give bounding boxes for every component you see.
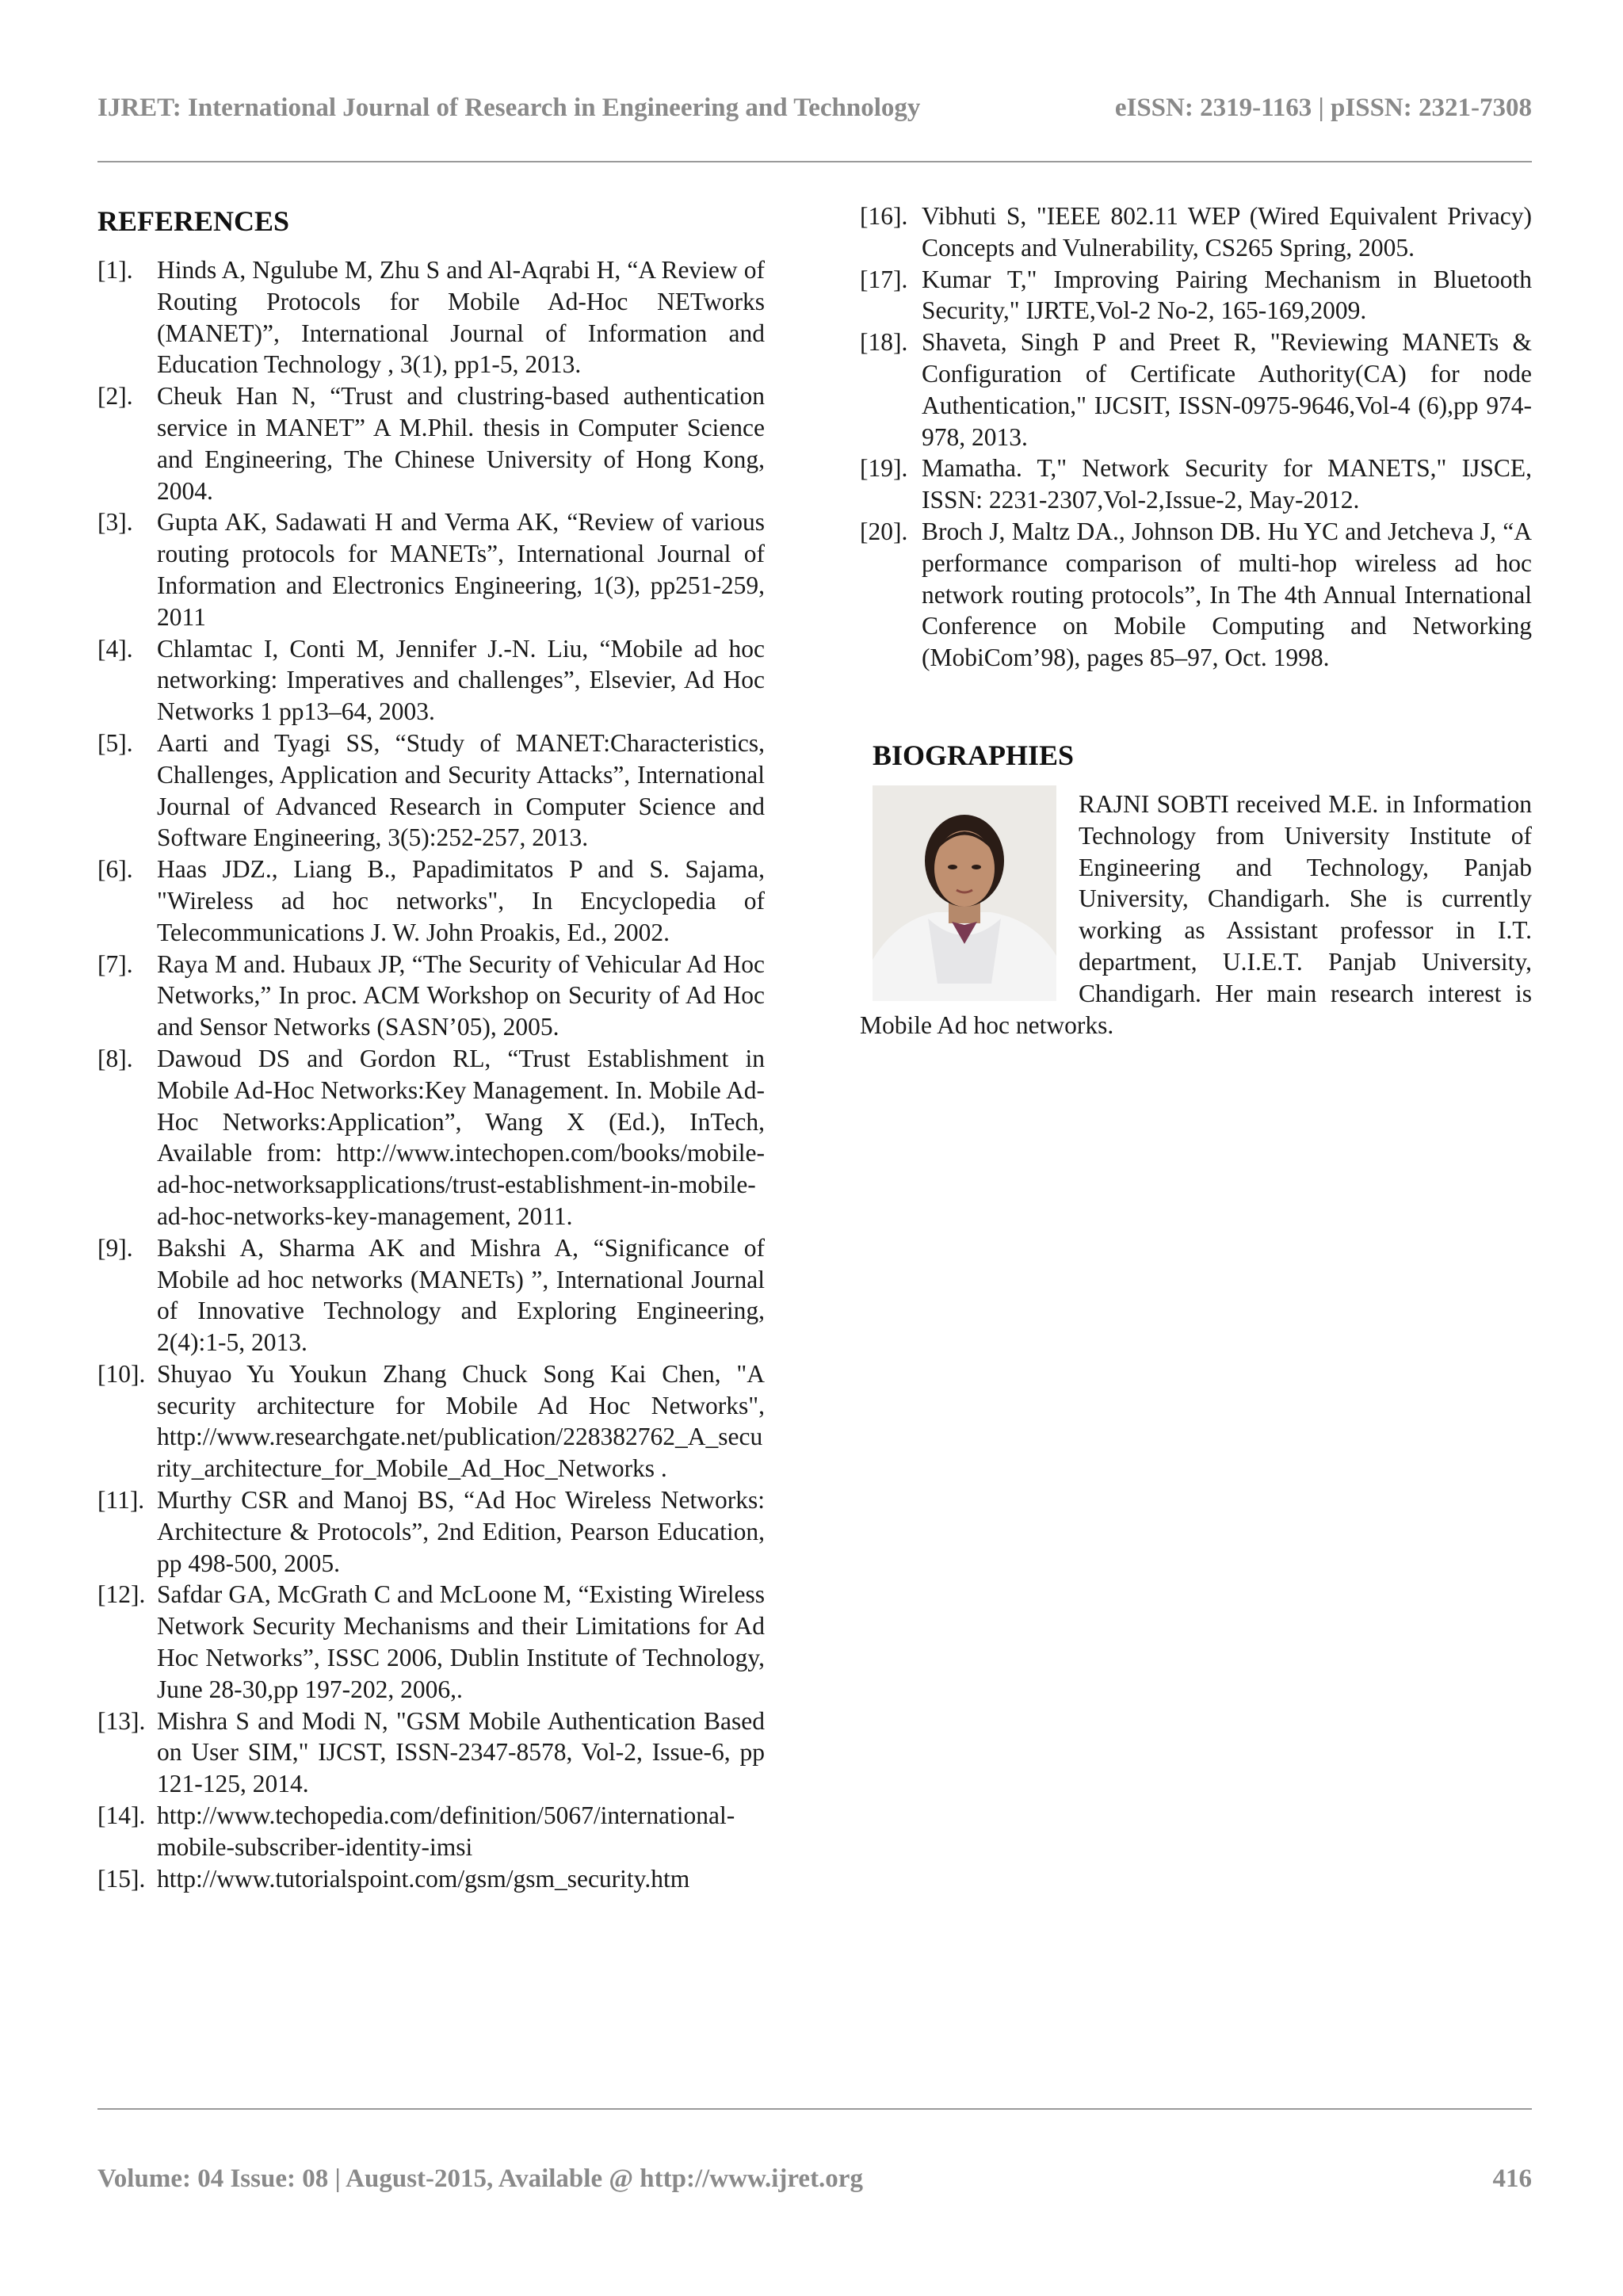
- reference-item: [860, 327, 1532, 453]
- reference-item: [860, 453, 1532, 516]
- reference-item: [97, 380, 765, 506]
- reference-text: Gupta AK, Sadawati H and Verma AK, “Review of various routing protocols for MANETs”, International Journal of Information and Electronics Engineering, 1(3), pp251-259, 2011: [157, 508, 765, 631]
- reference-text: http://www.techopedia.com/definition/5067/international-mobile-subscriber-identity-imsi: [157, 1801, 735, 1861]
- reference-number: [3].: [97, 508, 133, 537]
- reference-number: [11].: [97, 1486, 145, 1515]
- reference-number: [7].: [97, 949, 133, 978]
- reference-number: [4].: [97, 634, 133, 663]
- reference-text: Kumar T," Improving Pairing Mechanism in Bluetooth Security," IJRTE,Vol-2 No-2, 165-169,2009.: [922, 265, 1532, 325]
- reference-number: [20].: [860, 517, 908, 545]
- reference-item: [97, 1800, 765, 1863]
- header-rule: [97, 161, 1532, 162]
- reference-text: http://www.tutorialspoint.com/gsm/gsm_security.htm: [157, 1864, 690, 1893]
- issn-line: eISSN: 2319-1163 | pISSN: 2321-7308: [1114, 94, 1532, 122]
- reference-number: [10].: [97, 1359, 146, 1388]
- reference-number: [14].: [97, 1801, 146, 1830]
- footer-rule: [97, 2108, 1532, 2110]
- references-left-column: [97, 254, 765, 1894]
- reference-item: [97, 728, 765, 854]
- reference-number: [13].: [97, 1706, 146, 1735]
- reference-text: Murthy CSR and Manoj BS, “Ad Hoc Wireless Networks: Architecture & Protocols”, 2nd Edition, Pearson Education, pp 498-500, 2005.: [157, 1486, 765, 1577]
- reference-text: Vibhuti S, "IEEE 802.11 WEP (Wired Equivalent Privacy) Concepts and Vulnerability, CS265 Spring, 2005.: [922, 202, 1532, 262]
- reference-item: [97, 1579, 765, 1705]
- reference-text: Haas JDZ., Liang B., Papadimitatos P and S. Sajama, "Wireless ad hoc networks", In Encyclopedia of Telecommunications J. W. John Proakis, Ed., 2002.: [157, 855, 765, 946]
- reference-text: Chlamtac I, Conti M, Jennifer J.-N. Liu, “Mobile ad hoc networking: Imperatives and challenges”, Elsevier, Ad Hoc Networks 1 pp13–64, 2003.: [157, 634, 765, 726]
- reference-item: [97, 1358, 765, 1484]
- reference-item: [97, 1232, 765, 1358]
- reference-item: [97, 1706, 765, 1800]
- reference-number: [12].: [97, 1580, 146, 1609]
- reference-text: Mamatha. T," Network Security for MANETS," IJSCE, ISSN: 2231-2307,Vol-2,Issue-2, May-2012.: [922, 454, 1532, 514]
- reference-item: [97, 254, 765, 380]
- reference-item: [860, 264, 1532, 327]
- running-footer: [97, 2164, 1532, 2194]
- biographies-heading: BIOGRAPHIES: [873, 739, 1075, 771]
- reference-item: [860, 201, 1532, 264]
- running-header: [97, 94, 1532, 123]
- reference-number: [16].: [860, 202, 908, 230]
- reference-item: [97, 854, 765, 948]
- references-heading: REFERENCES: [97, 205, 290, 237]
- journal-title: IJRET: International Journal of Research in Engineering and Technology: [97, 94, 921, 122]
- references-right-column: [860, 201, 1532, 674]
- reference-item: [97, 1043, 765, 1232]
- volume-info: Volume: 04 Issue: 08 | August-2015, Available @ http://www.ijret.org: [97, 2164, 863, 2193]
- author-biography: [860, 789, 1532, 1041]
- reference-text: Safdar GA, McGrath C and McLoone M, “Existing Wireless Network Security Mechanisms and their Limitations for Ad Hoc Networks”, ISSC 2006, Dublin Institute of Technology, June 28-30,pp 197-202, 2006,.: [157, 1580, 765, 1703]
- reference-number: [19].: [860, 454, 908, 483]
- reference-item: [97, 506, 765, 632]
- reference-number: [15].: [97, 1864, 146, 1893]
- reference-number: [1].: [97, 256, 133, 284]
- reference-number: [5].: [97, 728, 133, 757]
- reference-text: Dawoud DS and Gordon RL, “Trust Establishment in Mobile Ad-Hoc Networks:Key Management. In. Mobile Ad-Hoc Networks:Application”, Wang X (Ed.), InTech, Available from: http://www.intechopen.com/books/mobile-ad-hoc-networksapplications/trust-establishment-in-mobile-ad-hoc-networks-key-management, 2011.: [157, 1044, 765, 1230]
- reference-item: [97, 949, 765, 1043]
- reference-number: [18].: [860, 328, 908, 357]
- reference-text: Shaveta, Singh P and Preet R, "Reviewing MANETs & Configuration of Certificate Authority(CA) for node Authentication," IJCSIT, ISSN-0975-9646,Vol-4 (6),pp 974-978, 2013.: [922, 328, 1532, 451]
- reference-number: [9].: [97, 1233, 133, 1262]
- reference-text: Raya M and. Hubaux JP, “The Security of Vehicular Ad Hoc Networks,” In proc. ACM Workshop on Security of Ad Hoc and Sensor Networks (SASN’05), 2005.: [157, 949, 765, 1041]
- reference-number: [2].: [97, 382, 133, 411]
- reference-item: [860, 516, 1532, 674]
- biography-text: RAJNI SOBTI received M.E. in Information Technology from University Institute of Engineering and Technology, Panjab University, Chandigarh. She is currently working as Assistant professor in I.T. department, U.I.E.T. Panjab University, Chandigarh. Her main research interest is Mobile Ad hoc networks.: [860, 790, 1532, 1039]
- reference-text: Mishra S and Modi N, "GSM Mobile Authentication Based on User SIM," IJCST, ISSN-2347-8578, Vol-2, Issue-6, pp 121-125, 2014.: [157, 1706, 765, 1798]
- reference-text: Hinds A, Ngulube M, Zhu S and Al-Aqrabi H, “A Review of Routing Protocols for Mobile Ad-Hoc NETworks (MANET)”, International Journal of Information and Education Technology , 3(1), pp1-5, 2013.: [157, 256, 765, 379]
- reference-text: Broch J, Maltz DA., Johnson DB. Hu YC and Jetcheva J, “A performance comparison of multi-hop wireless ad hoc network routing protocols”, In The 4th Annual International Conference on Mobile Computing and Networking (MobiCom’98), pages 85–97, Oct. 1998.: [922, 517, 1532, 672]
- reference-text: Aarti and Tyagi SS, “Study of MANET:Characteristics, Challenges, Application and Security Attacks”, International Journal of Advanced Research in Computer Science and Software Engineering, 3(5):252-257, 2013.: [157, 728, 765, 852]
- reference-text: Bakshi A, Sharma AK and Mishra A, “Significance of Mobile ad hoc networks (MANETs) ”, International Journal of Innovative Technology and Exploring Engineering, 2(4):1-5, 2013.: [157, 1233, 765, 1357]
- reference-item: [97, 633, 765, 728]
- photo-spacer: [860, 789, 1079, 998]
- page-number: 416: [1492, 2164, 1532, 2193]
- reference-text: Cheuk Han N, “Trust and clustring-based authentication service in MANET” A M.Phil. thesis in Computer Science and Engineering, The Chinese University of Hong Kong, 2004.: [157, 382, 765, 505]
- reference-number: [17].: [860, 265, 908, 293]
- reference-item: [97, 1484, 765, 1579]
- reference-text: Shuyao Yu Youkun Zhang Chuck Song Kai Chen, "A security architecture for Mobile Ad Hoc Networks", http://www.researchgate.net/publication/228382762_A_security_architecture_for_Mobile_Ad_Hoc_Networks .: [157, 1359, 765, 1483]
- reference-number: [8].: [97, 1044, 133, 1072]
- reference-item: [97, 1863, 765, 1895]
- reference-number: [6].: [97, 855, 133, 884]
